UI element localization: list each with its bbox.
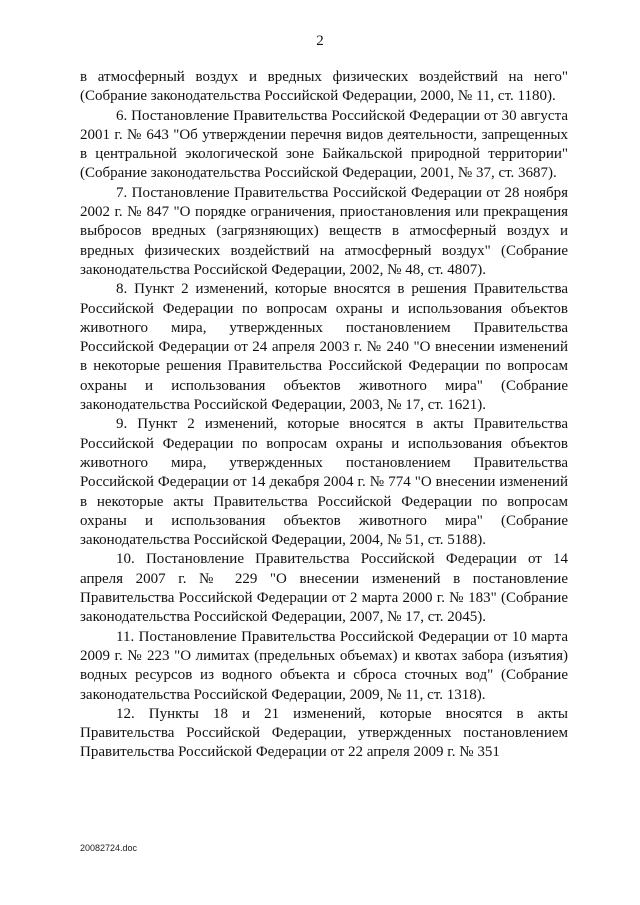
paragraph-item-12: 12. Пункты 18 и 21 изменений, которые вносятся в акты Правительства Российской Федерации, утвержденных постановлением Правительства Российской Федерации от 22 апреля 2009 г. № 351 [80,705,568,761]
footer-file-code: 20082724.doc [80,843,138,853]
paragraph-item-11: 11. Постановление Правительства Российской Федерации от 10 марта 2009 г. № 223 "О лимитах (предельных объемах) и квотах забора (изъятия) водных ресурсов из водного объекта и сброса сточных вод" (Собрание законодательства Российской Федерации, 2009, № 11, ст. 1318). [80,628,568,703]
paragraph-item-10: 10. Постановление Правительства Российской Федерации от 14 апреля 2007 г. № 229 "О внесении изменений в постановление Правительства Российской Федерации от 2 марта 2000 г. № 183" (Собрание законодательства Российской Федерации, 2007, № 17, ст. 2045). [80,551,568,626]
paragraph-item-9: 9. Пункт 2 изменений, которые вносятся в акты Правительства Российской Федерации по вопросам охраны и использования объектов животного мира, утвержденных постановлением Правительства Российской Федерации от 14 декабря 2004 г. № 774 "О внесении изменений в некоторые акты Правительства Российской Федерации по вопросам охраны и использования объектов животного мира" (Собрание законодательства Российской Федерации, 2004, № 51, ст. 5188). [80,416,568,549]
document-body [80,68,568,763]
paragraph-item-6: 6. Постановление Правительства Российской Федерации от 30 августа 2001 г. № 643 "Об утверждении перечня видов деятельности, запрещенных в центральной экологической зоне Байкальской природной территории" (Собрание законодательства Российской Федерации, 2001, № 37, ст. 3687). [80,107,568,182]
paragraph-item-8: 8. Пункт 2 изменений, которые вносятся в решения Правительства Российской Федерации по вопросам охраны и использования объектов животного мира, утвержденных постановлением Правительства Российской Федерации от 24 апреля 2003 г. № 240 "О внесении изменений в некоторые решения Правительства Российской Федерации по вопросам охраны и использования объектов животного мира" (Собрание законодательства Российской Федерации, 2003, № 17, ст. 1621). [80,281,568,414]
paragraph-continuation: в атмосферный воздух и вредных физических воздействий на него" (Собрание законодательства Российской Федерации, 2000, № 11, ст. 1180). [80,69,568,105]
page-number: 2 [316,33,324,49]
paragraph-item-7: 7. Постановление Правительства Российской Федерации от 28 ноября 2002 г. № 847 "О порядке ограничения, приостановления или прекращения выбросов вредных (загрязняющих) веществ в атмосферный воздух и вредных физических воздействий на атмосферный воздух" (Собрание законодательства Российской Федерации, 2002, № 48, ст. 4807). [80,184,568,278]
